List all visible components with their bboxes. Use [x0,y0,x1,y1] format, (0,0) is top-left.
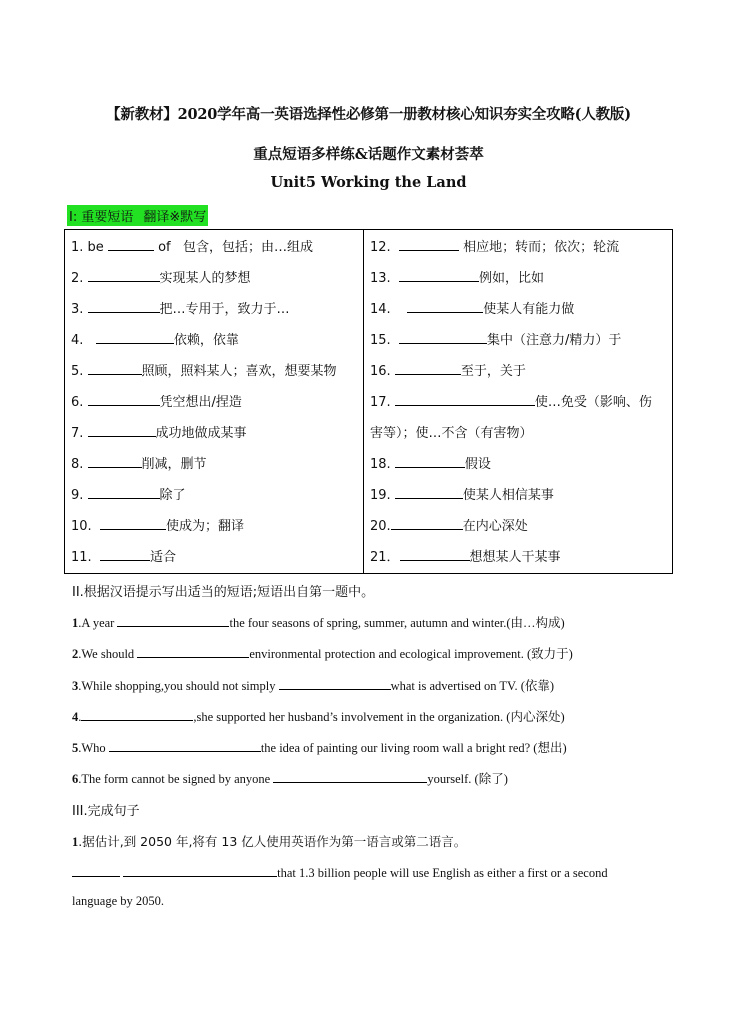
sentence-item-en: that 1.3 billion people will use English as either a first or a second [72,863,672,881]
phrase-row: 15. 集中（注意力/精力）于 [370,325,666,356]
phrase-row: 4. 依赖，依靠 [71,325,357,356]
question-item: 4. ,she supported her husband’s involvement in the organization. (内心深处) [72,707,672,725]
question-item: 1.A year the four seasons of spring, summer, autumn and winter.(由…构成) [72,613,672,631]
phrase-row: 7. 成功地做成某事 [71,418,357,449]
phrase-row: 6. 凭空想出/捏造 [71,387,357,418]
section3-heading: III.完成句子 [72,804,140,819]
phrase-row: 16. 至于，关于 [370,356,666,387]
unit-title: Unit5 Working the Land [270,174,467,191]
phrase-row: 3. 把…专用于，致力于… [71,294,357,325]
phrase-row: 13. 例如，比如 [370,263,666,294]
phrase-row: 11. 适合 [71,542,357,573]
question-item: 5.Who the idea of painting our living room wall a bright red? (想出) [72,738,672,756]
phrase-row: 18. 假设 [370,449,666,480]
phrase-row: 14. 使某人有能力做 [370,294,666,325]
question-item: 3.While shopping,you should not simply what is advertised on TV. (依靠) [72,676,672,694]
section1-label [67,205,208,226]
phrase-row: 19. 使某人相信某事 [370,480,666,511]
phrase-row: 害等）；使…不含（有害物） [370,426,533,441]
phrase-column-right [364,230,673,574]
phrase-row: 2. 实现某人的梦想 [71,263,357,294]
document-subtitle: 重点短语多样练&话题作文素材荟萃 [253,146,484,163]
section1-label-b: 翻译※默写 [143,210,207,225]
question-item: 6.The form cannot be signed by anyone yourself. (除了) [72,769,672,787]
phrase-row: 9. 除了 [71,480,357,511]
phrase-column-left [65,230,364,574]
question-item: 2.We should environmental protection and ecological improvement. (致力于) [72,644,672,662]
phrase-row: 20. 在内心深处 [370,511,666,542]
phrase-row: 12. 相应地；转而；依次；轮流 [370,232,666,263]
section2-heading: II.根据汉语提示写出适当的短语;短语出自第一题中。 [72,585,375,600]
phrase-row: 5. 照顾，照料某人；喜欢，想要某物 [71,356,357,387]
sentence-item-en-cont: language by 2050. [72,894,164,908]
section1-label-a: I: 重要短语 [69,210,134,225]
phrase-row: 10. 使成为；翻译 [71,511,357,542]
phrase-row: 21． 想想某人干某事 [370,542,666,573]
sentence-item-cn: 1.据估计,到 2050 年,将有 13 亿人使用英语作为第一语言或第二语言。 [72,834,467,849]
document-title: 【新教材】2020学年高一英语选择性必修第一册教材核心知识夯实全攻略(人教版) [106,106,631,123]
phrase-row: 17. 使…免受（影响、伤 [370,387,666,418]
phrase-table [64,229,673,574]
phrase-row: 8. 削减，删节 [71,449,357,480]
phrase-row: 1. be of 包含，包括；由…组成 [71,232,357,263]
